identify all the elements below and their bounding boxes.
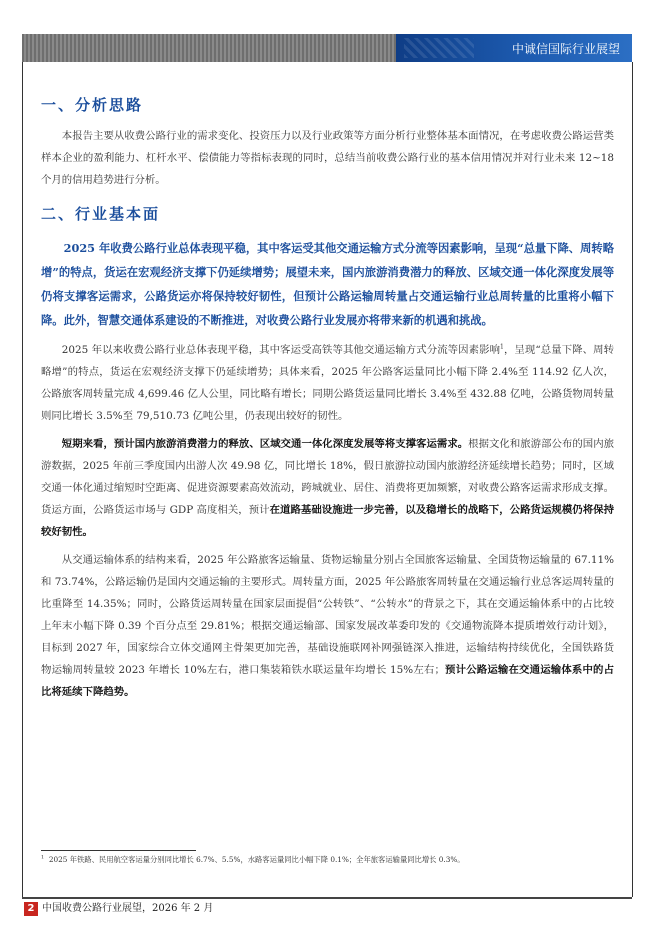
p4-text: 从交通运输体系的结构来看，2025 年公路旅客运输量、货物运输量分别占全国旅客运输量、全国货物运输量的 67.11%和 73.74%，公路运输仍是国内交通运输的主要形式。周转量方面，2025 年公路旅客周转量在交通运输行业总客运周转量的比重降至 14.35%；同时，公路货运周转量在国家层面提倡“公转铁”、“公转水”的背景之下，其在交通运输体系中的占比较上年末小幅下降 0.39 个百分点至 29.81%；根据交通运输部、国家发展改革委印发的《交通物流降本提质增效行动计划》，目标到 2027 年，国家综合立体交通网主骨架更加完善，基础设施联网补网强链深入推进，运输结构持续优化，全国铁路货物运输周转量较 2023 年增长 10%左右，港口集装箱铁水联运量年均增长 15%左右； [41,554,614,676]
fundamentals-summary: 2025 年收费公路行业总体表现平稳，其中客运受其他交通运输方式分流等因素影响，呈现“总量下降、周转略增”的特点，货运在宏观经济支撑下仍延续增势；展望未来，国内旅游消费潜力的释放、区域交通一体化深度发展等仍将支撑客运需求，公路货运亦将保持较好韧性，但预计公路运输周转量占交通运输行业总周转量的比重将小幅下降。此外，智慧交通体系建设的不断推进，对收费公路行业发展亦将带来新的机遇和挑战。 [41,241,614,327]
header-title: 中诚信国际行业展望 [511,42,620,56]
paragraph-short-term [41,433,614,543]
header-bar [22,34,632,62]
p2-text: 2025 年以来收费公路行业总体表现平稳，其中客运受高铁等其他交通运输方式分流等因素影响 [61,344,501,356]
page-number-badge: 2 [24,902,38,916]
paragraph-2025-overview [41,339,614,427]
footnote [41,855,621,865]
footnote-marker: 1 [41,854,45,861]
header-decoration [404,38,474,58]
p2-text-cont: ，呈现“总量下降、周转略增”的特点，货运在宏观经济支撑下仍延续增势；具体来看，2025 年公路客运量同比小幅下降 2.4%至 114.92 亿人次，公路旅客周转量完成 4,699.46 亿人公里，同比略有增长；同期公路货运量同比增长 3.4%至 432.88 亿吨，公路货物周转量则同比增长 3.5%至 79,510.73 亿吨公里，仍表现出较好的韧性。 [41,344,614,422]
section-heading-analysis: 一、分析思路 [41,96,144,114]
footnote-text: 2025 年铁路、民用航空客运量分别同比增长 6.7%、5.5%，水路客运量同比小幅下降 0.1%；全年旅客运输量同比增长 0.3%。 [48,855,465,864]
p4-bold-tail: 预计公路运输在交通运输体系中的占比将延续下降趋势。 [41,664,615,698]
p3-bold-tail: 在道路基础设施进一步完善，以及稳增长的战略下，公路货运规模仍将保持较好韧性。 [41,504,614,538]
paragraph-structure [41,549,614,703]
analysis-paragraph: 本报告主要从收费公路行业的需求变化、投资压力以及行业政策等方面分析行业整体基本面情况，在考虑收费公路运营类样本企业的盈利能力、杠杆水平、偿债能力等指标表现的同时，总结当前收费公路行业的基本信用情况并对行业未来 12~18 个月的信用趋势进行分析。 [41,130,614,186]
section-heading-fundamentals: 二、行业基本面 [41,205,161,223]
footnote-divider [41,850,196,851]
footer-text: 中国收费公路行业展望，2026 年 2 月 [42,903,214,914]
header-tab [396,34,632,62]
p3-bold-lead: 短期来看，预计国内旅游消费潜力的释放、区域交通一体化深度发展等将支撑客运需求。 [61,438,469,450]
main-content [41,84,614,703]
footer-divider [22,897,632,899]
footnote-ref[interactable]: 1 [500,343,504,351]
p3-text: 根据文化和旅游部公布的国内旅游数据，2025 年前三季度国内出游人次 49.98 亿，同比增长 18%，假日旅游拉动国内旅游经济延续增长趋势；同时，区域交通一体化通过缩短时空距离、促进资源要素高效流动，跨城就业、居住、消费将更加频繁，对收费公路客运需求形成支撑。货运方面，公路货运市场与 GDP 高度相关，预计 [41,438,614,516]
